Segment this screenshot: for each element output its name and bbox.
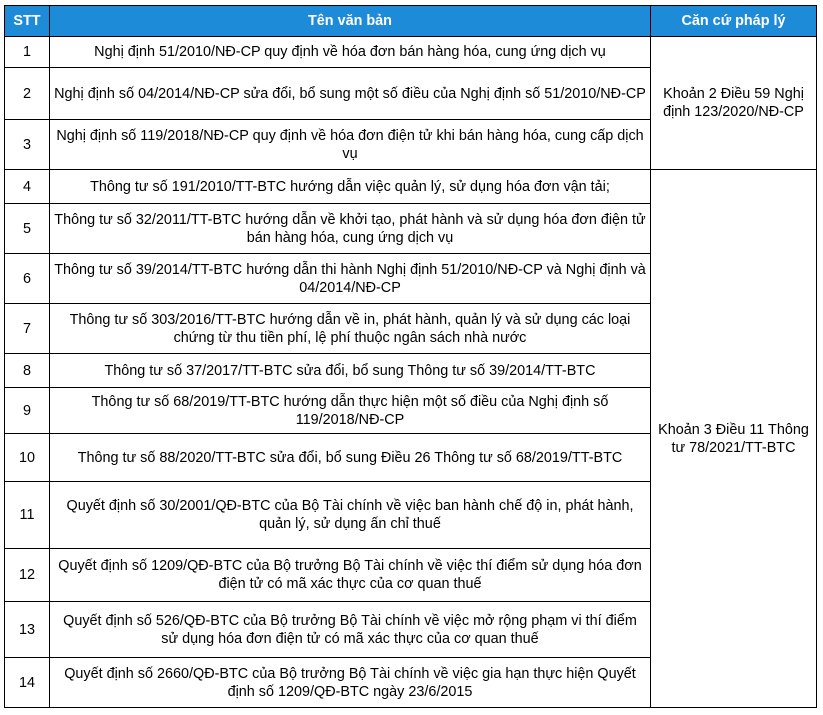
document-title: Nghị định số 04/2014/NĐ-CP sửa đổi, bổ sung một số điều của Nghị định số 51/2010/NĐ-CP xyxy=(50,68,651,120)
document-title: Quyết định số 526/QĐ-BTC của Bộ trưởng Bộ Tài chính về việc mở rộng phạm vi thí điểm sử dụng hóa đơn điện tử có mã xác thực của cơ quan thuế xyxy=(50,602,651,658)
row-number: 9 xyxy=(5,388,50,434)
document-title: Quyết định số 1209/QĐ-BTC của Bộ trưởng Bộ Tài chính về việc thí điểm sử dụng hóa đơn điện tử có mã xác thực của cơ quan thuế xyxy=(50,549,651,602)
document-title: Thông tư số 88/2020/TT-BTC sửa đổi, bổ sung Điều 26 Thông tư số 68/2019/TT-BTC xyxy=(50,434,651,482)
document-title: Thông tư số 191/2010/TT-BTC hướng dẫn việc quản lý, sử dụng hóa đơn vận tải; xyxy=(50,170,651,204)
row-number: 1 xyxy=(5,37,50,68)
row-number: 8 xyxy=(5,354,50,388)
document-title: Quyết định số 30/2001/QĐ-BTC của Bộ Tài chính về việc ban hành chế độ in, phát hành, quản lý, sử dụng ấn chỉ thuế xyxy=(50,482,651,549)
table-row xyxy=(5,37,817,68)
header-legal-basis: Căn cứ pháp lý xyxy=(651,6,817,37)
row-number: 7 xyxy=(5,304,50,354)
row-number: 14 xyxy=(5,658,50,708)
document-title: Thông tư số 68/2019/TT-BTC hướng dẫn thực hiện một số điều của Nghị định số 119/2018/NĐ-CP xyxy=(50,388,651,434)
row-number: 5 xyxy=(5,204,50,254)
row-number: 4 xyxy=(5,170,50,204)
row-number: 3 xyxy=(5,120,50,170)
legal-basis-group-2: Khoản 3 Điều 11 Thông tư 78/2021/TT-BTC xyxy=(651,170,817,708)
legal-basis-group-1: Khoản 2 Điều 59 Nghị định 123/2020/NĐ-CP xyxy=(651,37,817,170)
document-title: Nghị định số 119/2018/NĐ-CP quy định về hóa đơn điện tử khi bán hàng hóa, cung cấp dịch vụ xyxy=(50,120,651,170)
row-number: 6 xyxy=(5,254,50,304)
row-number: 13 xyxy=(5,602,50,658)
document-title: Thông tư số 37/2017/TT-BTC sửa đổi, bổ sung Thông tư số 39/2014/TT-BTC xyxy=(50,354,651,388)
documents-table xyxy=(4,5,817,708)
table-row xyxy=(5,170,817,204)
row-number: 10 xyxy=(5,434,50,482)
header-stt: STT xyxy=(5,6,50,37)
row-number: 11 xyxy=(5,482,50,549)
document-title: Nghị định 51/2010/NĐ-CP quy định về hóa đơn bán hàng hóa, cung ứng dịch vụ xyxy=(50,37,651,68)
table-header-row xyxy=(5,6,817,37)
document-title: Thông tư số 39/2014/TT-BTC hướng dẫn thi hành Nghị định 51/2010/NĐ-CP và Nghị định và 04/2014/NĐ-CP xyxy=(50,254,651,304)
document-title: Thông tư số 303/2016/TT-BTC hướng dẫn về in, phát hành, quản lý và sử dụng các loại chứng từ thu tiền phí, lệ phí thuộc ngân sách nhà nước xyxy=(50,304,651,354)
document-title: Quyết định số 2660/QĐ-BTC của Bộ trưởng Bộ Tài chính về việc gia hạn thực hiện Quyết định số 1209/QĐ-BTC ngày 23/6/2015 xyxy=(50,658,651,708)
document-title: Thông tư số 32/2011/TT-BTC hướng dẫn về khởi tạo, phát hành và sử dụng hóa đơn điện tử bán hàng hóa, cung ứng dịch vụ xyxy=(50,204,651,254)
row-number: 2 xyxy=(5,68,50,120)
row-number: 12 xyxy=(5,549,50,602)
header-title: Tên văn bản xyxy=(50,6,651,37)
